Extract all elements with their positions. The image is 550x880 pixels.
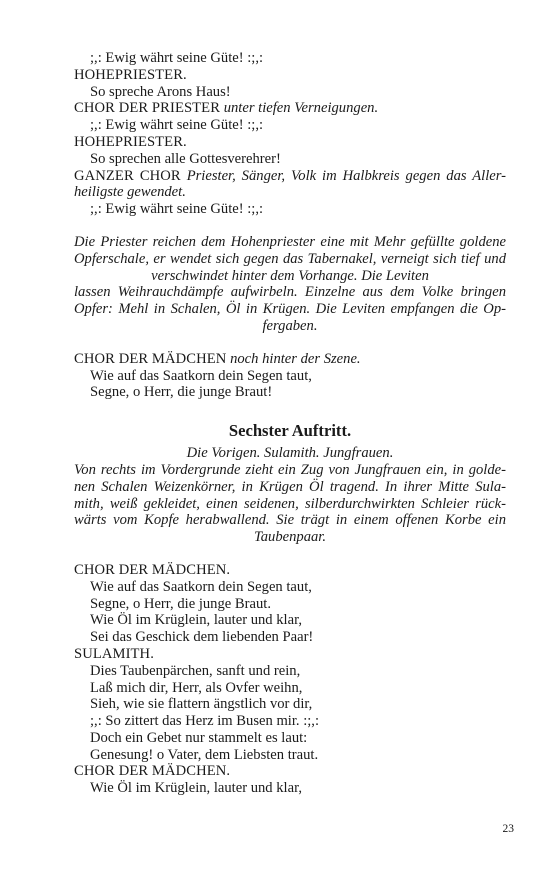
verse-line: Genesung! o Vater, dem Liebsten traut. <box>90 746 319 763</box>
verse-line: Wie auf das Saatkorn dein Segen taut, <box>90 578 312 595</box>
speaker-label: HOHEPRIESTER. <box>74 66 187 83</box>
verse-line: So spreche Arons Haus! <box>90 83 231 100</box>
page-number: 23 <box>502 823 514 835</box>
stage-direction-line: fergaben. <box>262 317 318 334</box>
stage-direction <box>74 234 506 335</box>
verse-line: So sprechen alle Gottesverehrer! <box>90 150 281 167</box>
verse-line: Dies Taubenpärchen, sanft und rein, <box>90 662 301 679</box>
verse-line: Wie Öl im Krüglein, lauter und klar, <box>90 612 303 629</box>
speaker-label: CHOR DER MÄDCHEN. <box>74 763 231 780</box>
refrain-line: ;,: So zittert das Herz im Busen mir. :;,: <box>90 713 320 730</box>
stage-direction-line: Opferschale, er wendet sich gegen das Tabernakel, verneigt sich tief und <box>74 250 506 267</box>
verse-line: Wie auf das Saatkorn dein Segen taut, <box>90 367 312 384</box>
verse-line: Laß mich dir, Herr, als Ovfer weihn, <box>90 679 303 696</box>
stage-direction-line: Opfer: Mehl in Schalen, Öl in Krügen. Die Leviten empfangen die Op- <box>74 301 506 318</box>
speaker-label: CHOR DER PRIESTER <box>74 100 221 117</box>
stage-direction-line: mith, weiß gekleidet, einen seidenen, silberdurchwirkten Schleier rück- <box>74 495 506 512</box>
verse-line: Sieh, wie sie flattern ängstlich vor dir, <box>90 696 313 713</box>
verse-line: Segne, o Herr, die junge Braut! <box>90 384 273 401</box>
refrain-line: ;,: Ewig währt seine Güte! :;,: <box>90 50 264 66</box>
speaker-line <box>74 351 506 368</box>
inline-direction: unter tiefen Verneigungen. <box>223 100 379 117</box>
inline-direction-continued: heiligste gewendet. <box>74 184 186 201</box>
persons-line: Die Vorigen. Sulamith. Jungfrauen. <box>186 445 394 462</box>
stage-direction <box>74 445 506 546</box>
verse-line: Doch ein Gebet nur stammelt es laut: <box>90 729 308 746</box>
refrain-line: ;,: Ewig währt seine Güte! :;,: <box>90 117 264 134</box>
stage-direction-line: verschwindet hinter dem Vorhange. Die Leviten <box>151 267 429 284</box>
verse-line: Wie Öl im Krüglein, lauter und klar, <box>90 780 303 797</box>
speaker-line <box>74 100 506 117</box>
speaker-label: GANZER CHOR <box>74 167 181 184</box>
verse-line: Segne, o Herr, die junge Braut. <box>90 595 271 612</box>
stage-direction-line: wärts vom Kopfe herabwallend. Sie trägt in einem offenen Korbe ein <box>74 512 506 529</box>
speaker-line <box>74 168 506 185</box>
inline-direction: noch hinter der Szene. <box>230 350 361 367</box>
verse-line: Sei das Geschick dem liebenden Paar! <box>90 629 314 646</box>
speaker-label: CHOR DER MÄDCHEN. <box>74 561 231 578</box>
stage-direction-line: Die Priester reichen dem Hohenpriester eine mit Mehr gefüllte goldene <box>74 233 506 250</box>
scene-heading: Sechster Auftritt. <box>228 421 352 441</box>
stage-direction-line: Taubenpaar. <box>253 529 327 546</box>
stage-direction-line: lassen Weihrauchdämpfe aufwirbeln. Einzelne aus dem Volke bringen <box>74 284 506 301</box>
speaker-label: HOHEPRIESTER. <box>74 133 187 150</box>
speaker-label: SULAMITH. <box>74 645 154 662</box>
inline-direction: Priester, Sänger, Volk im Halbkreis gegen das Aller- <box>186 167 506 184</box>
speaker-label: CHOR DER MÄDCHEN <box>74 350 227 367</box>
book-page <box>74 50 506 797</box>
refrain-line: ;,: Ewig währt seine Güte! :;,: <box>90 201 264 218</box>
stage-direction-line: nen Schalen Weizenkörner, in Krügen Öl tragend. In ihrer Mitte Sula- <box>74 478 506 495</box>
stage-direction-line: Von rechts im Vordergrunde zieht ein Zug von Jungfrauen ein, in golde- <box>74 461 506 478</box>
